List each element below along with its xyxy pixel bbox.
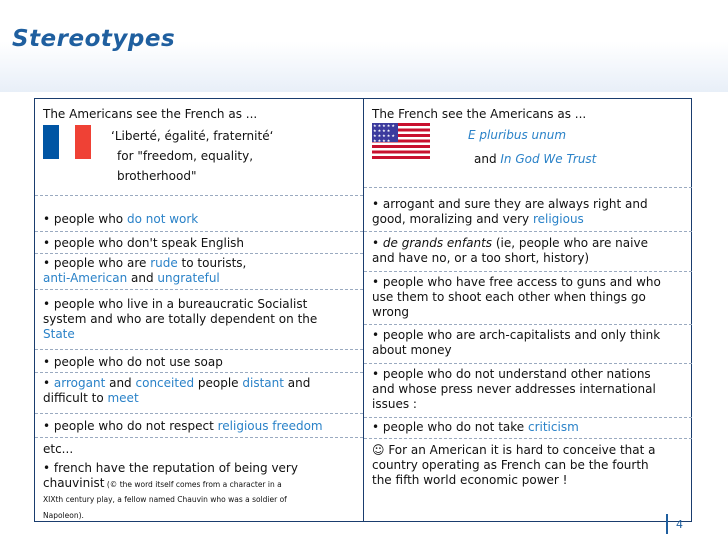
us-motto-1: E pluribus unum (468, 128, 567, 142)
page-number: 4 (676, 518, 683, 531)
right-heading: The French see the Americans as ... (372, 107, 587, 121)
slide-header (0, 0, 728, 92)
left-item-7: • people who do not respect religious freedom (43, 419, 323, 433)
slide-title: Stereotypes (12, 26, 176, 52)
right-item-5: • people who do not understand other nations and whose press never addresses international issues : (372, 367, 656, 412)
separator (364, 187, 692, 188)
right-item-3: • people who have free access to guns and who use them to shoot each other when things go wrong (372, 275, 661, 320)
right-item-1: • arrogant and sure they are always right and good, moralizing and very religious (372, 197, 648, 227)
right-item-6: • people who do not take criticism (372, 420, 579, 434)
left-item-3: • people who are rude to tourists, anti-American and ungrateful (43, 256, 247, 286)
comparison-table (34, 98, 692, 522)
french-motto-translation: for "freedom, equality, (117, 149, 254, 163)
separator (35, 289, 363, 290)
us-flag-stars-icon: ★★★★★ ★★★★ ★★★★★ ★★★★ (373, 123, 396, 143)
separator (364, 438, 692, 439)
french-motto: ‘Liberté, égalité, fraternité‘ (111, 129, 274, 143)
left-item-2: • people who don't speak English (43, 236, 245, 250)
separator (364, 363, 692, 364)
right-item-2: • de grands enfants (ie, people who are naive and have no, or a too short, history) (372, 236, 648, 266)
right-item-7: ☺ For an American it is hard to conceive that a country operating as French can be the fourth the fifth world economic power ! (372, 443, 656, 488)
french-flag-icon (43, 125, 91, 159)
separator (35, 231, 363, 232)
separator (364, 417, 692, 418)
us-motto-2: and In God We Trust (474, 152, 597, 166)
separator (35, 413, 363, 414)
separator (35, 372, 363, 373)
us-flag-icon (372, 123, 430, 159)
right-item-4: • people who are arch-capitalists and only think about money (372, 328, 661, 358)
separator (364, 231, 692, 232)
left-item-1: • people who do not work (43, 212, 199, 226)
left-etc: etc... (43, 442, 74, 456)
separator (35, 195, 363, 196)
left-item-8: • french have the reputation of being very chauvinist (© the word itself comes from a character in a XIXth century play, a fellow named Chauvin who was a soldier of Napoleon). (43, 461, 298, 520)
right-column (364, 99, 692, 521)
left-item-4: • people who live in a bureaucratic Socialist system and who are totally dependent on the State (43, 297, 318, 342)
page-number-bar (666, 514, 668, 534)
separator (364, 271, 692, 272)
separator (364, 324, 692, 325)
separator (35, 349, 363, 350)
french-motto-translation-cont: brotherhood" (117, 169, 197, 183)
separator (35, 253, 363, 254)
us-flag-canton (372, 123, 398, 142)
left-item-6: • arrogant and conceited people distant and difficult to meet (43, 376, 311, 406)
left-column (35, 99, 363, 521)
left-item-5: • people who do not use soap (43, 355, 223, 369)
left-heading: The Americans see the French as ... (43, 107, 258, 121)
separator (35, 437, 363, 438)
